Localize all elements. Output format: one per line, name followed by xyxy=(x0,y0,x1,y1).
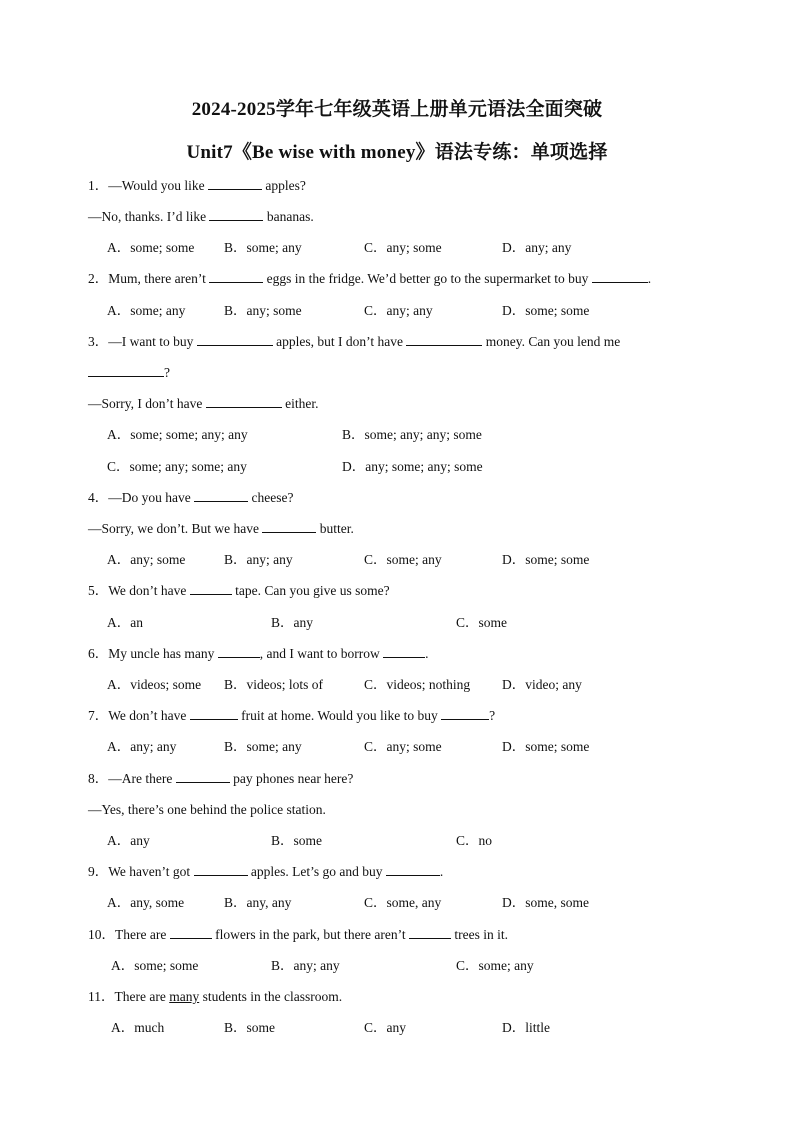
option-b: B．any xyxy=(271,615,313,630)
option-a: A．some; some xyxy=(107,240,195,255)
option-b: B．any, any xyxy=(224,895,292,910)
answer-blank xyxy=(406,333,482,346)
answer-blank xyxy=(190,582,232,595)
option-d: D．video; any xyxy=(502,677,582,692)
question-number: 7． xyxy=(88,708,109,723)
question-text: money. Can you lend me xyxy=(482,334,621,349)
question-5 xyxy=(88,582,390,600)
question-11 xyxy=(88,988,342,1006)
option-d: D．some; some xyxy=(502,303,590,318)
answer-blank xyxy=(218,645,260,658)
question-text: flowers in the park, but there aren’t xyxy=(211,927,410,942)
question-4-reply xyxy=(88,520,354,538)
question-text: —Are there xyxy=(108,771,176,786)
option-d: D．any; some; any; some xyxy=(342,459,483,474)
question-9 xyxy=(88,863,443,881)
question-text: students in the classroom. xyxy=(199,989,343,1004)
question-text: . xyxy=(647,271,652,286)
option-c: C．some; any; some; any xyxy=(107,459,247,474)
question-8 xyxy=(88,770,353,788)
answer-blank xyxy=(194,863,248,876)
answer-blank xyxy=(386,863,440,876)
option-b: B．some; any xyxy=(224,240,302,255)
question-text: cheese? xyxy=(248,490,294,505)
answer-blank xyxy=(170,926,212,939)
question-number: 10． xyxy=(88,927,115,942)
question-text: pay phones near here? xyxy=(229,771,354,786)
answer-blank xyxy=(206,395,282,408)
question-number: 4． xyxy=(88,490,109,505)
question-text: We don’t have xyxy=(108,583,190,598)
question-6 xyxy=(88,645,428,663)
question-text: fruit at home. Would you like to buy xyxy=(237,708,442,723)
answer-blank xyxy=(409,926,451,939)
answer-blank xyxy=(383,645,425,658)
option-b: B．any; any xyxy=(271,958,340,973)
option-d: D．any; any xyxy=(502,240,572,255)
option-d: D．some; some xyxy=(502,739,590,754)
option-d: D．some, some xyxy=(502,895,589,910)
question-3-reply xyxy=(88,395,318,413)
question-text: —Would you like xyxy=(108,178,209,193)
reply-text: —Yes, there’s one behind the police station. xyxy=(88,802,326,817)
answer-blank xyxy=(262,520,316,533)
option-c: C．any; any xyxy=(364,303,433,318)
question-number: 9． xyxy=(88,864,109,879)
question-text: , and I want to borrow xyxy=(259,646,384,661)
option-c: C．some, any xyxy=(364,895,442,910)
option-b: B．any; any xyxy=(224,552,293,567)
question-text: apples? xyxy=(262,178,306,193)
option-d: D．little xyxy=(502,1020,550,1035)
question-1 xyxy=(88,177,306,195)
question-text: ? xyxy=(489,708,496,723)
reply-text: bananas. xyxy=(263,209,314,224)
answer-blank xyxy=(441,707,489,720)
question-text: Mum, there aren’t xyxy=(108,271,210,286)
reply-text: butter. xyxy=(316,521,354,536)
option-b: B．any; some xyxy=(224,303,302,318)
question-number: 5． xyxy=(88,583,109,598)
option-a: A．any; some xyxy=(107,552,186,567)
question-1-reply xyxy=(88,208,314,226)
question-3-cont xyxy=(88,364,170,382)
reply-text: —Sorry, I don’t have xyxy=(88,396,206,411)
question-number: 1． xyxy=(88,178,109,193)
option-c: C．any; some xyxy=(364,739,442,754)
option-d: D．some; some xyxy=(502,552,590,567)
answer-blank xyxy=(197,333,273,346)
question-7 xyxy=(88,707,495,725)
answer-blank xyxy=(209,270,263,283)
answer-blank xyxy=(194,489,248,502)
question-2 xyxy=(88,270,651,288)
option-b: B．some; any xyxy=(224,739,302,754)
option-a: A．some; any xyxy=(107,303,186,318)
question-number: 11． xyxy=(88,989,115,1004)
question-text: eggs in the fridge. We’d better go to the supermarket to buy xyxy=(263,271,592,286)
answer-blank xyxy=(592,270,648,283)
answer-blank xyxy=(190,707,238,720)
question-10 xyxy=(88,926,508,944)
subtitle: Unit7《Be wise with money》语法专练：单项选择 xyxy=(186,142,608,163)
option-c: C．any; some xyxy=(364,240,442,255)
option-a: A．videos; some xyxy=(107,677,202,692)
reply-text: either. xyxy=(281,396,319,411)
option-a: A．some; some xyxy=(111,958,199,973)
question-4 xyxy=(88,489,293,507)
question-text: There are xyxy=(114,989,170,1004)
reply-text: —No, thanks. I’d like xyxy=(88,209,210,224)
option-a: A．much xyxy=(111,1020,165,1035)
question-text: trees in it. xyxy=(451,927,509,942)
option-b: B．some xyxy=(271,833,323,848)
option-a: A．some; some; any; any xyxy=(107,427,248,442)
reply-text: —Sorry, we don’t. But we have xyxy=(88,521,263,536)
question-number: 8． xyxy=(88,771,109,786)
question-text: . xyxy=(425,646,429,661)
option-b: B．some; any; any; some xyxy=(342,427,482,442)
answer-blank xyxy=(88,364,164,377)
option-c: C．some xyxy=(456,615,508,630)
question-text: apples, but I don’t have xyxy=(272,334,407,349)
answer-blank xyxy=(208,177,262,190)
option-a: A．any, some xyxy=(107,895,185,910)
question-text: My uncle has many xyxy=(108,646,218,661)
question-text: We haven’t got xyxy=(108,864,194,879)
question-number: 2． xyxy=(88,271,109,286)
option-b: B．some xyxy=(224,1020,276,1035)
title: 2024-2025学年七年级英语上册单元语法全面突破 xyxy=(191,99,603,120)
option-a: A．any; any xyxy=(107,739,177,754)
answer-blank xyxy=(176,770,230,783)
option-c: C．some; any xyxy=(456,958,534,973)
question-text: —Do you have xyxy=(108,490,195,505)
option-c: C．any xyxy=(364,1020,406,1035)
question-8-reply xyxy=(88,801,326,819)
underlined-word: many xyxy=(169,989,200,1004)
option-c: C．no xyxy=(456,833,493,848)
question-text: —I want to buy xyxy=(108,334,197,349)
option-c: C．some; any xyxy=(364,552,442,567)
answer-blank xyxy=(209,208,263,221)
question-text: . xyxy=(439,864,444,879)
question-number: 3． xyxy=(88,334,109,349)
option-a: A．an xyxy=(107,615,143,630)
question-text: We don’t have xyxy=(108,708,190,723)
question-3 xyxy=(88,333,620,351)
question-number: 6． xyxy=(88,646,109,661)
question-text: tape. Can you give us some? xyxy=(231,583,390,598)
question-text: ? xyxy=(164,365,170,380)
option-a: A．any xyxy=(107,833,150,848)
option-b: B．videos; lots of xyxy=(224,677,324,692)
question-text: apples. Let’s go and buy xyxy=(247,864,386,879)
question-text: There are xyxy=(115,927,170,942)
option-c: C．videos; nothing xyxy=(364,677,471,692)
